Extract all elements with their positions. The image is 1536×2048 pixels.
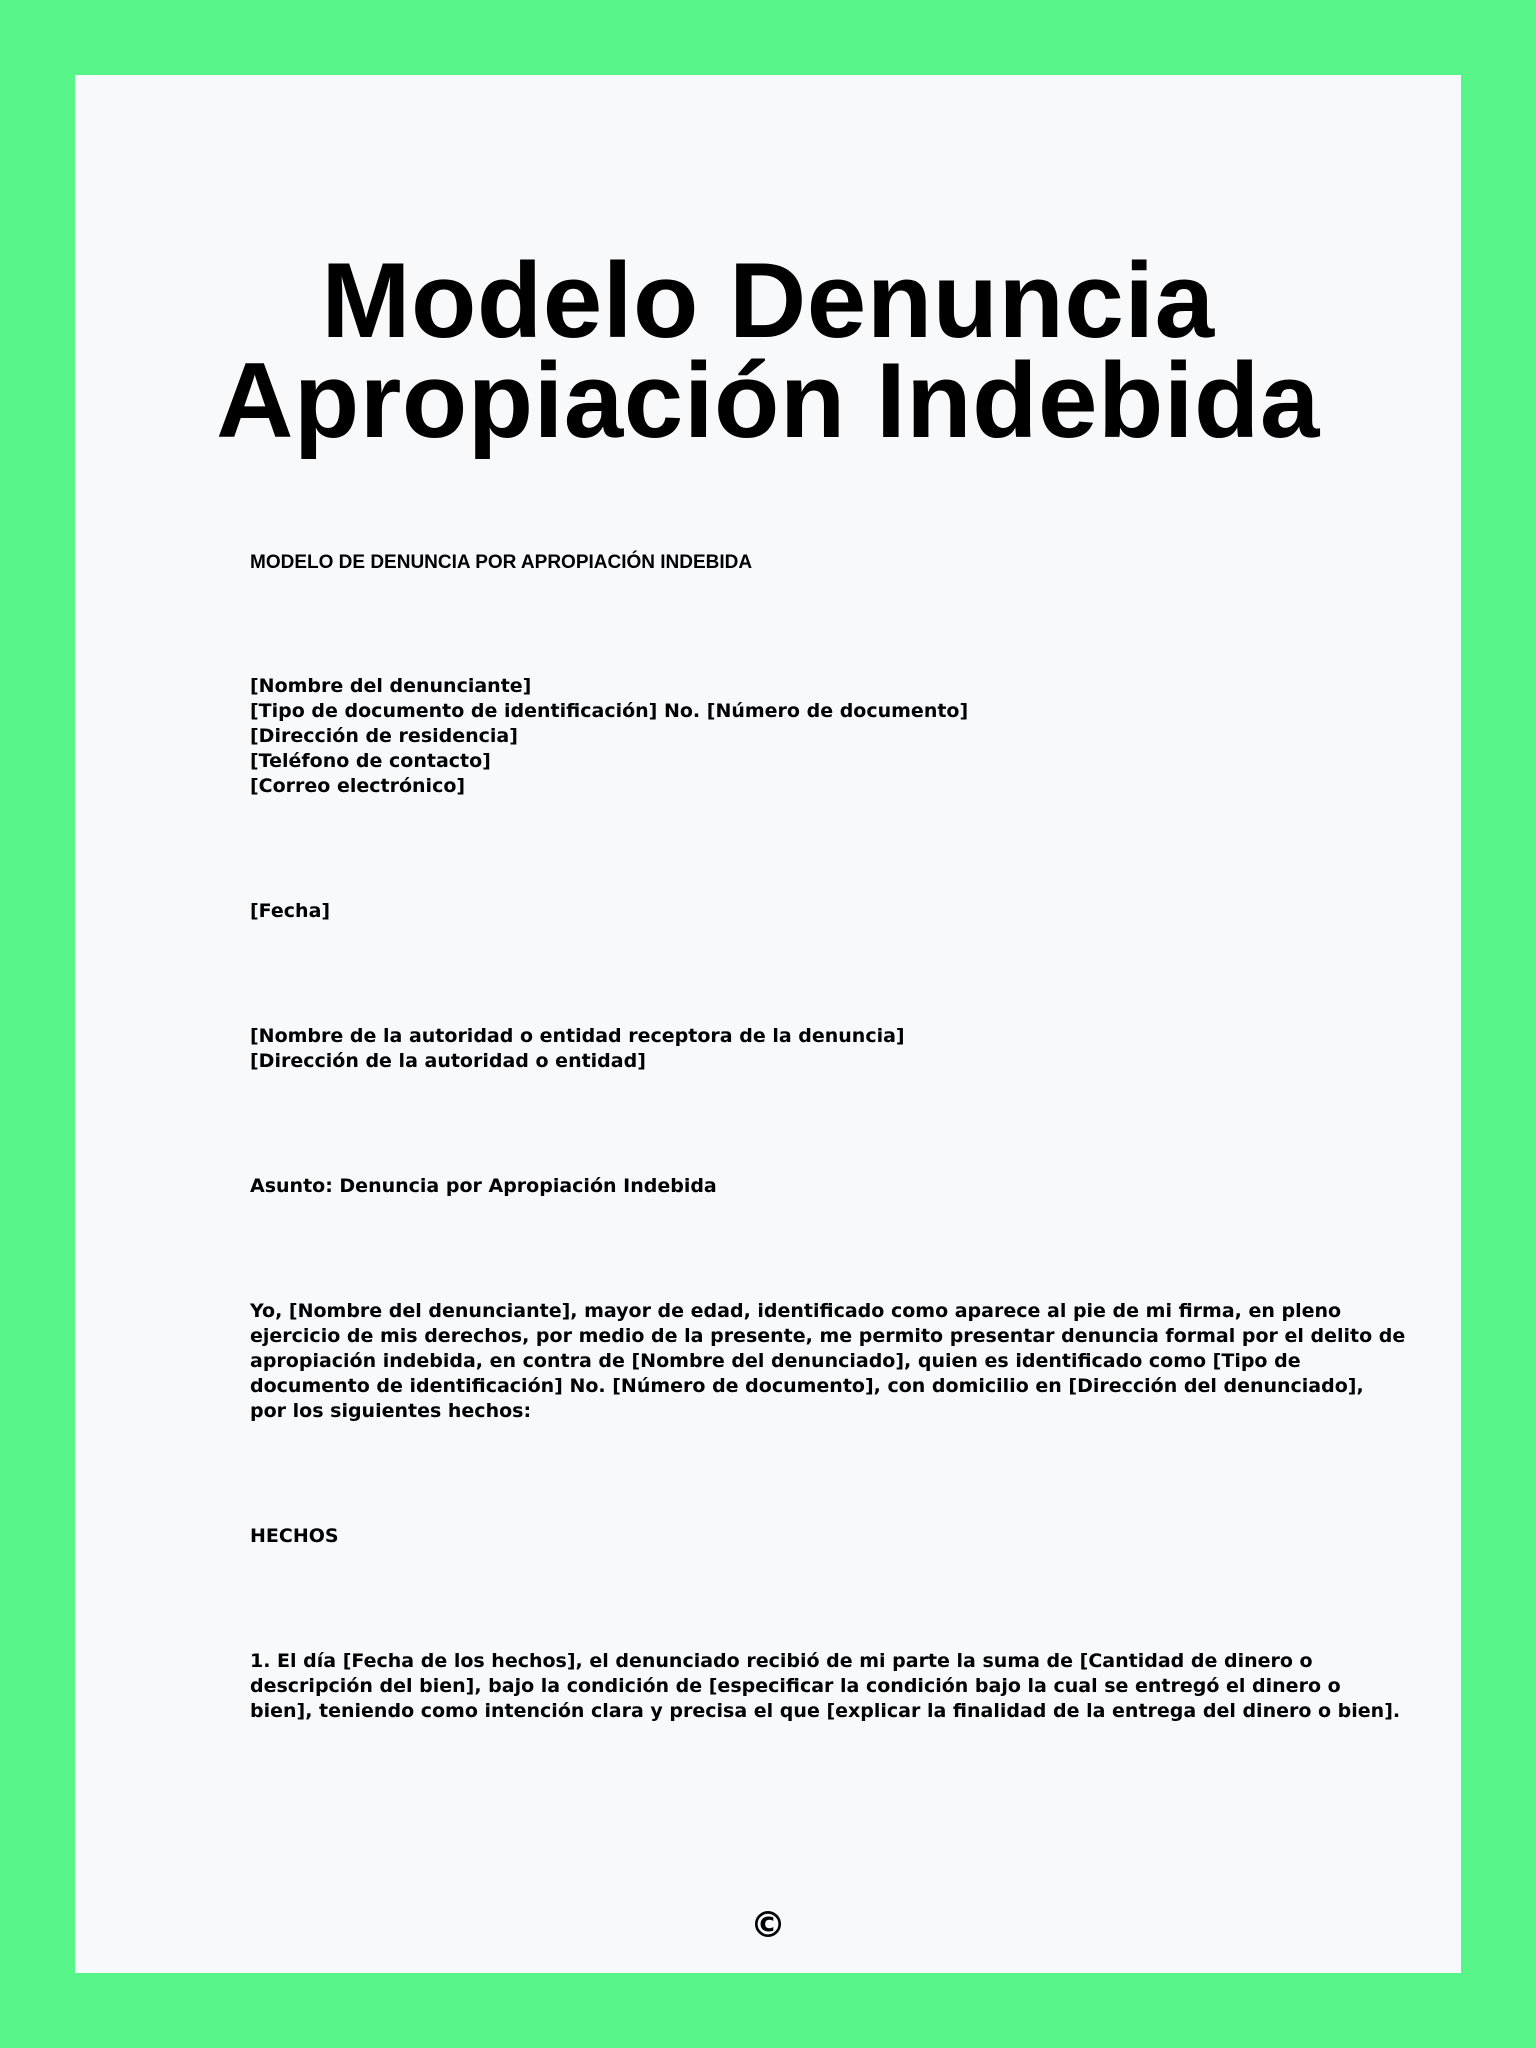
sender-id: [Tipo de documento de identificación] No. [Número de documento] bbox=[250, 700, 969, 722]
fact-paragraph-1 bbox=[250, 1649, 1401, 1724]
facts-heading: HECHOS bbox=[250, 1525, 339, 1547]
sender-phone: [Teléfono de contacto] bbox=[250, 750, 491, 772]
intro-line: por los siguientes hechos: bbox=[250, 1400, 532, 1422]
intro-line: ejercicio de mis derechos, por medio de la presente, me permito presentar denuncia formal por el delito de bbox=[250, 1325, 1406, 1347]
recipient-name: [Nombre de la autoridad o entidad receptora de la denuncia] bbox=[250, 1025, 905, 1047]
fact-line: descripción del bien], bajo la condición de [especificar la condición bajo la cual se entregó el dinero o bbox=[250, 1675, 1341, 1697]
document-subject: Asunto: Denuncia por Apropiación Indebida bbox=[250, 1175, 717, 1197]
sender-email: [Correo electrónico] bbox=[250, 775, 466, 797]
title-line-1: Modelo Denuncia bbox=[321, 240, 1215, 360]
recipient-block bbox=[250, 1024, 1290, 1074]
copyright-icon: © bbox=[750, 1905, 786, 1946]
sender-name: [Nombre del denunciante] bbox=[250, 675, 532, 697]
document-date: [Fecha] bbox=[250, 900, 331, 922]
title-line-2: Apropiación Indebida bbox=[216, 340, 1320, 460]
document-heading: MODELO DE DENUNCIA POR APROPIACIÓN INDEBIDA bbox=[250, 552, 753, 573]
fact-line: 1. El día [Fecha de los hechos], el denunciado recibió de mi parte la suma de [Cantidad de dinero o bbox=[250, 1650, 1313, 1672]
fact-line: bien], teniendo como intención clara y precisa el que [explicar la finalidad de la entrega del dinero o bien]. bbox=[250, 1700, 1401, 1722]
sender-address: [Dirección de residencia] bbox=[250, 725, 518, 747]
intro-line: Yo, [Nombre del denunciante], mayor de edad, identificado como aparece al pie de mi firma, en pleno bbox=[250, 1300, 1342, 1322]
intro-line: documento de identificación] No. [Número de documento], con domicilio en [Dirección del denunciado], bbox=[250, 1375, 1364, 1397]
intro-line: apropiación indebida, en contra de [Nombre del denunciado], quien es identificado como [Tipo de bbox=[250, 1350, 1301, 1372]
sender-block bbox=[250, 674, 1290, 799]
document-title bbox=[0, 240, 1536, 460]
recipient-address: [Dirección de la autoridad o entidad] bbox=[250, 1050, 646, 1072]
intro-paragraph bbox=[250, 1299, 1406, 1424]
